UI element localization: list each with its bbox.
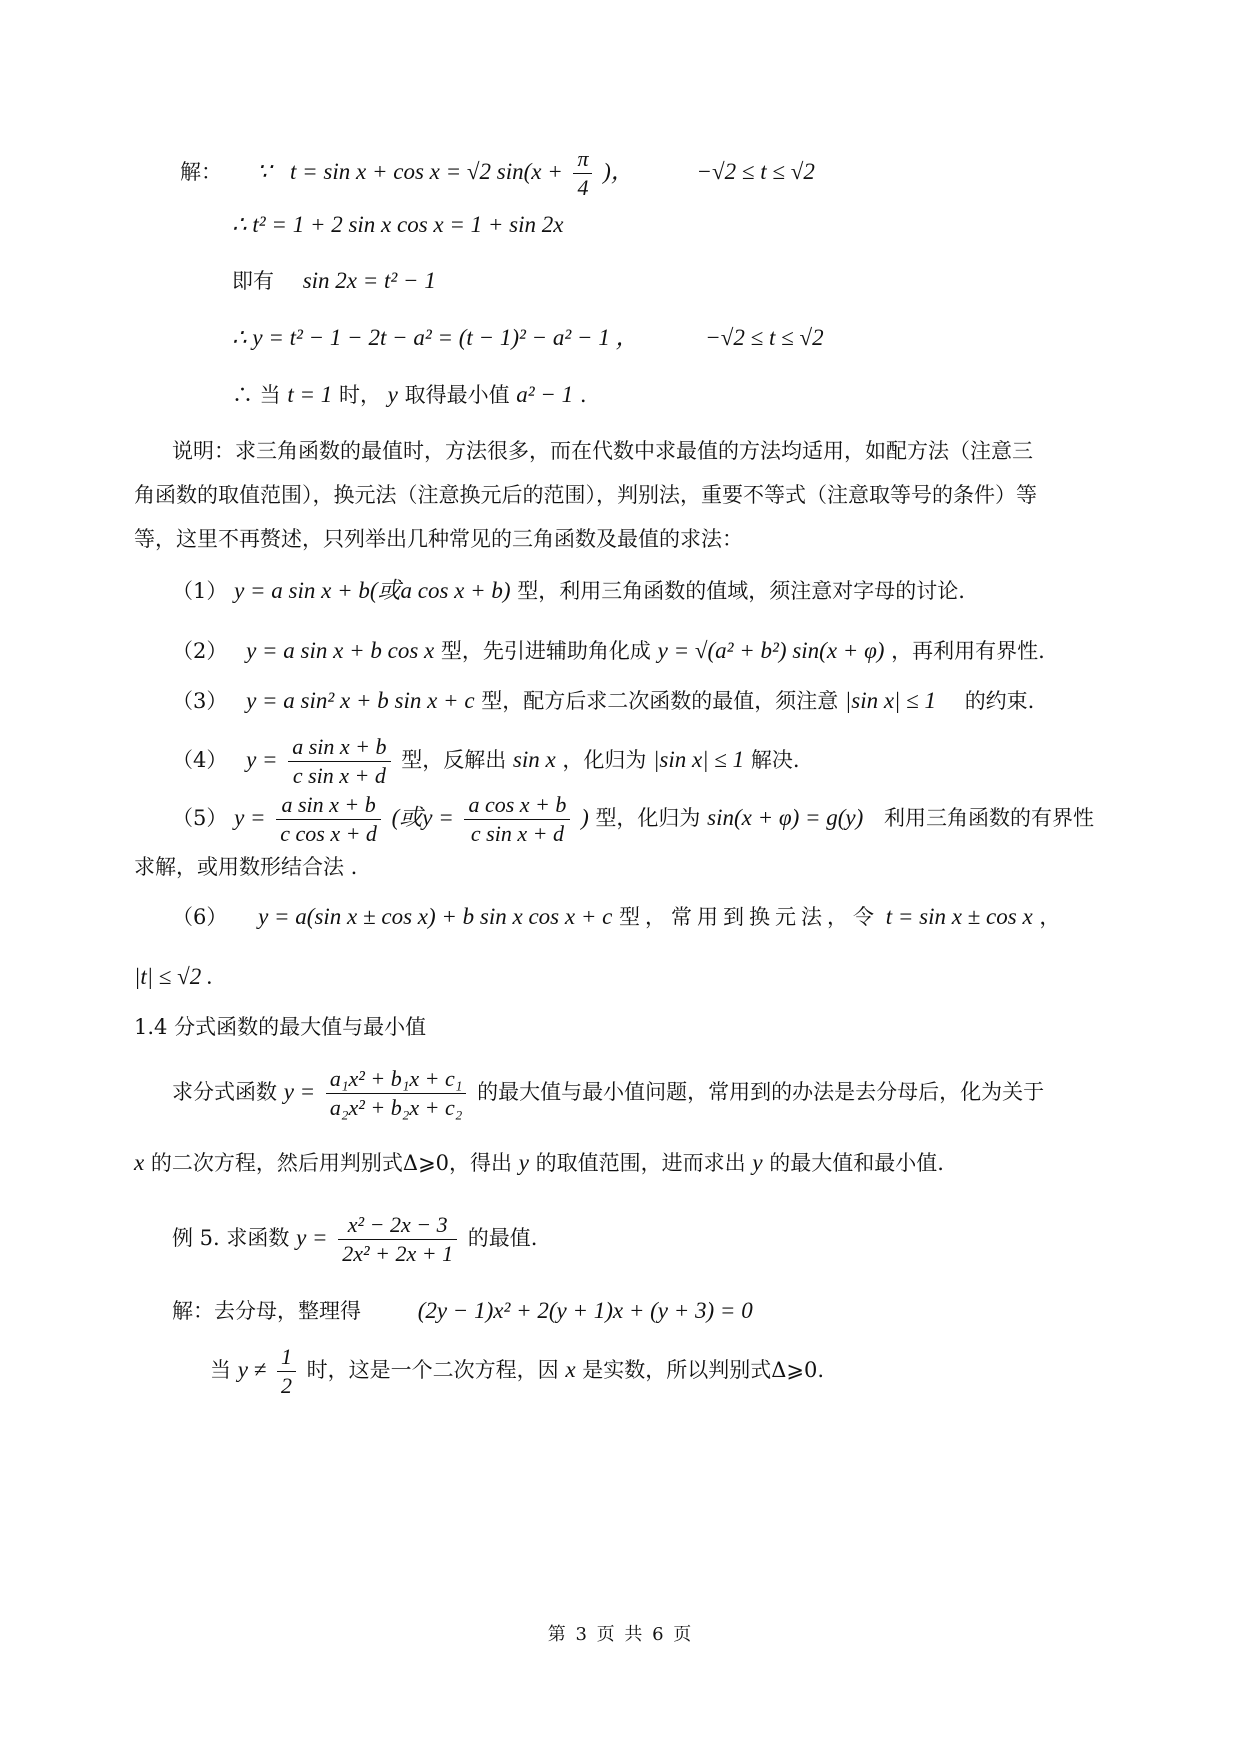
type-3-math: y = a sin² x + b sin x + c xyxy=(246,688,475,713)
case-text-3: 是实数，所以判别式Δ⩾0. xyxy=(582,1358,825,1382)
case-text-1: 当 xyxy=(210,1358,231,1382)
case-text-2: 时，这是一个二次方程，因 xyxy=(306,1358,559,1382)
y-var-2: y xyxy=(518,1150,529,1175)
type-1-math: y = a sin x + b(或a cos x + b) xyxy=(234,578,511,603)
when-text: ∴ 当 xyxy=(232,383,281,407)
section-text-4: 的取值范围，进而求出 xyxy=(535,1151,746,1175)
type-6-text-1: 型，常用到换元法，令 xyxy=(619,905,880,929)
type-4-text-3: 解决. xyxy=(750,748,800,772)
type-2 xyxy=(172,636,1045,666)
type-5-y: y = xyxy=(234,805,266,830)
note-line-2: 角函数的取值范围），换元法（注意换元后的范围），判别法，重要不等式（注意取等号的条件）等 xyxy=(134,483,1037,507)
type-5-line-2: 求解，或用数形结合法 . xyxy=(134,855,358,879)
sin2x-eq: sin 2x = t² − 1 xyxy=(302,268,436,293)
period: . xyxy=(579,383,587,407)
section-paragraph-1 xyxy=(172,1060,1044,1124)
section-fraction: $\frac{\text{a₁x² + b₁x + c₁}}{\text{a₂x² + b₂x + c₂}}$ xyxy=(326,1065,467,1122)
example-solution-math: (2y − 1)x² + 2(y + 1)x + (y + 3) = 0 xyxy=(417,1298,753,1323)
type-6 xyxy=(172,902,1060,932)
note-line-1: 说明：求三角函数的最值时，方法很多，而在代数中求最值的方法均适用，如配方法（注意三 xyxy=(172,439,1033,463)
section-text-2: 的最大值与最小值问题，常用到的办法是去分母后，化为关于 xyxy=(477,1080,1045,1104)
type-1-index: （1） xyxy=(172,579,228,603)
example-solution xyxy=(172,1296,753,1326)
type-5-text-1: 型，化归为 xyxy=(595,806,701,830)
type-2-math-2: y = √(a² + b²) sin(x + φ) xyxy=(657,638,885,663)
type-3 xyxy=(172,686,1034,716)
t-eq-1: t = 1 xyxy=(287,382,333,407)
page-footer: 第 3 页 共 6 页 xyxy=(547,1624,694,1645)
type-4-text-2: ，化归为 xyxy=(562,748,647,772)
type-4-y: y = xyxy=(246,747,278,772)
example-fraction: $\frac{\text{x² − 2x − 3}}{\text{2x² + 2x + 1}}$ xyxy=(338,1211,457,1268)
x-var: x xyxy=(134,1150,145,1175)
type-6-index: （6） xyxy=(172,905,228,929)
type-1 xyxy=(172,576,965,606)
type-4-math-2: sin x xyxy=(512,747,556,772)
solution-line-4 xyxy=(232,323,824,353)
type-5-math-2: sin(x + φ) = g(y) xyxy=(707,805,864,830)
one-half-fraction: $\frac{1}{2}$ xyxy=(277,1343,296,1400)
solution-line-5 xyxy=(232,380,587,410)
type-4-fraction: $\frac{\text{a sin x + b}}{\text{c sin x + d}}$ xyxy=(288,733,390,790)
example-text: 的最值. xyxy=(467,1226,538,1250)
section-paragraph-2 xyxy=(134,1148,944,1178)
example-label: 例 5. 求函数 xyxy=(172,1226,290,1250)
type-6-math-2: t = sin x ± cos x xyxy=(885,904,1033,929)
paren-close: )， xyxy=(603,159,634,184)
solution-line-1 xyxy=(180,145,815,202)
type-3-index: （3） xyxy=(172,689,228,713)
type-3-text-1: 型，配方后求二次函数的最值，须注意 xyxy=(481,689,839,713)
case-math: y ≠ xyxy=(237,1357,267,1382)
min-value: a² − 1 xyxy=(516,382,574,407)
type-2-text-1: 型，先引进辅助角化成 xyxy=(440,639,651,663)
type-5 xyxy=(172,788,1094,848)
t-definition: t = sin x + cos x = √2 sin(x + xyxy=(290,159,563,184)
shi-text: 时， xyxy=(338,383,381,407)
y-var: y xyxy=(387,382,398,407)
type-5-fraction-1: $\frac{\text{a sin x + b}}{\text{c cos x + d}}$ xyxy=(276,791,381,848)
type-2-text-2: ，再利用有界性. xyxy=(891,639,1045,663)
note-line-3: 等，这里不再赘述，只列举出几种常见的三角函数及最值的求法： xyxy=(134,527,743,551)
section-text-5: 的最大值和最小值. xyxy=(769,1151,944,1175)
y-expression: ∴ y = t² − 1 − 2t − a² = (t − 1)² − a² − 1 ， xyxy=(232,325,639,350)
case-x: x xyxy=(565,1357,576,1382)
solution-label: 解： xyxy=(180,160,222,184)
type-5-close: ) xyxy=(581,805,589,830)
type-5-text-2: 利用三角函数的有界性 xyxy=(883,806,1094,830)
pi-over-4-fraction: $\frac{\pi}{4}$ xyxy=(573,145,592,202)
section-y: y = xyxy=(283,1079,316,1104)
type-5-fraction-2: $\frac{\text{a cos x + b}}{\text{c sin x + d}}$ xyxy=(464,791,570,848)
type-4 xyxy=(172,730,800,790)
type-5-or: (或y = xyxy=(391,805,454,830)
type-3-math-2: |sin x| ≤ 1 xyxy=(844,688,936,713)
section-text-1: 求分式函数 xyxy=(172,1080,277,1104)
t-range: −√2 ≤ t ≤ √2 xyxy=(696,159,815,184)
type-6-line-2: |t| ≤ √2 . xyxy=(134,964,213,989)
min-text: 取得最小值 xyxy=(404,383,510,407)
example-y: y = xyxy=(296,1225,328,1250)
type-2-index: （2） xyxy=(172,639,228,663)
solution-line-3 xyxy=(232,266,436,296)
type-3-text-2: 的约束. xyxy=(964,689,1035,713)
example-5 xyxy=(172,1206,537,1270)
ji-you-text: 即有 xyxy=(232,269,274,293)
t-range-2: −√2 ≤ t ≤ √2 xyxy=(705,325,824,350)
example-case xyxy=(210,1338,824,1402)
type-5-index: （5） xyxy=(172,806,228,830)
type-1-text: 型，利用三角函数的值域，须注意对字母的讨论. xyxy=(517,579,965,603)
example-solution-label: 解：去分母，整理得 xyxy=(172,1299,361,1323)
y-var-3: y xyxy=(752,1150,763,1175)
type-6-math: y = a(sin x ± cos x) + b sin x cos x + c xyxy=(258,904,613,929)
section-heading: 1.4 分式函数的最大值与最小值 xyxy=(134,1015,427,1039)
type-2-math: y = a sin x + b cos x xyxy=(246,638,435,663)
type-4-math-3: |sin x| ≤ 1 xyxy=(653,747,745,772)
type-4-index: （4） xyxy=(172,748,228,772)
section-text-3: 的二次方程，然后用判别式Δ⩾0，得出 xyxy=(150,1151,513,1175)
type-4-text-1: 型，反解出 xyxy=(401,748,507,772)
solution-line-2: ∴ t² = 1 + 2 sin x cos x = 1 + sin 2x xyxy=(232,212,564,237)
type-6-text-2: ， xyxy=(1039,905,1061,929)
because-symbol: ∵ xyxy=(256,159,272,184)
